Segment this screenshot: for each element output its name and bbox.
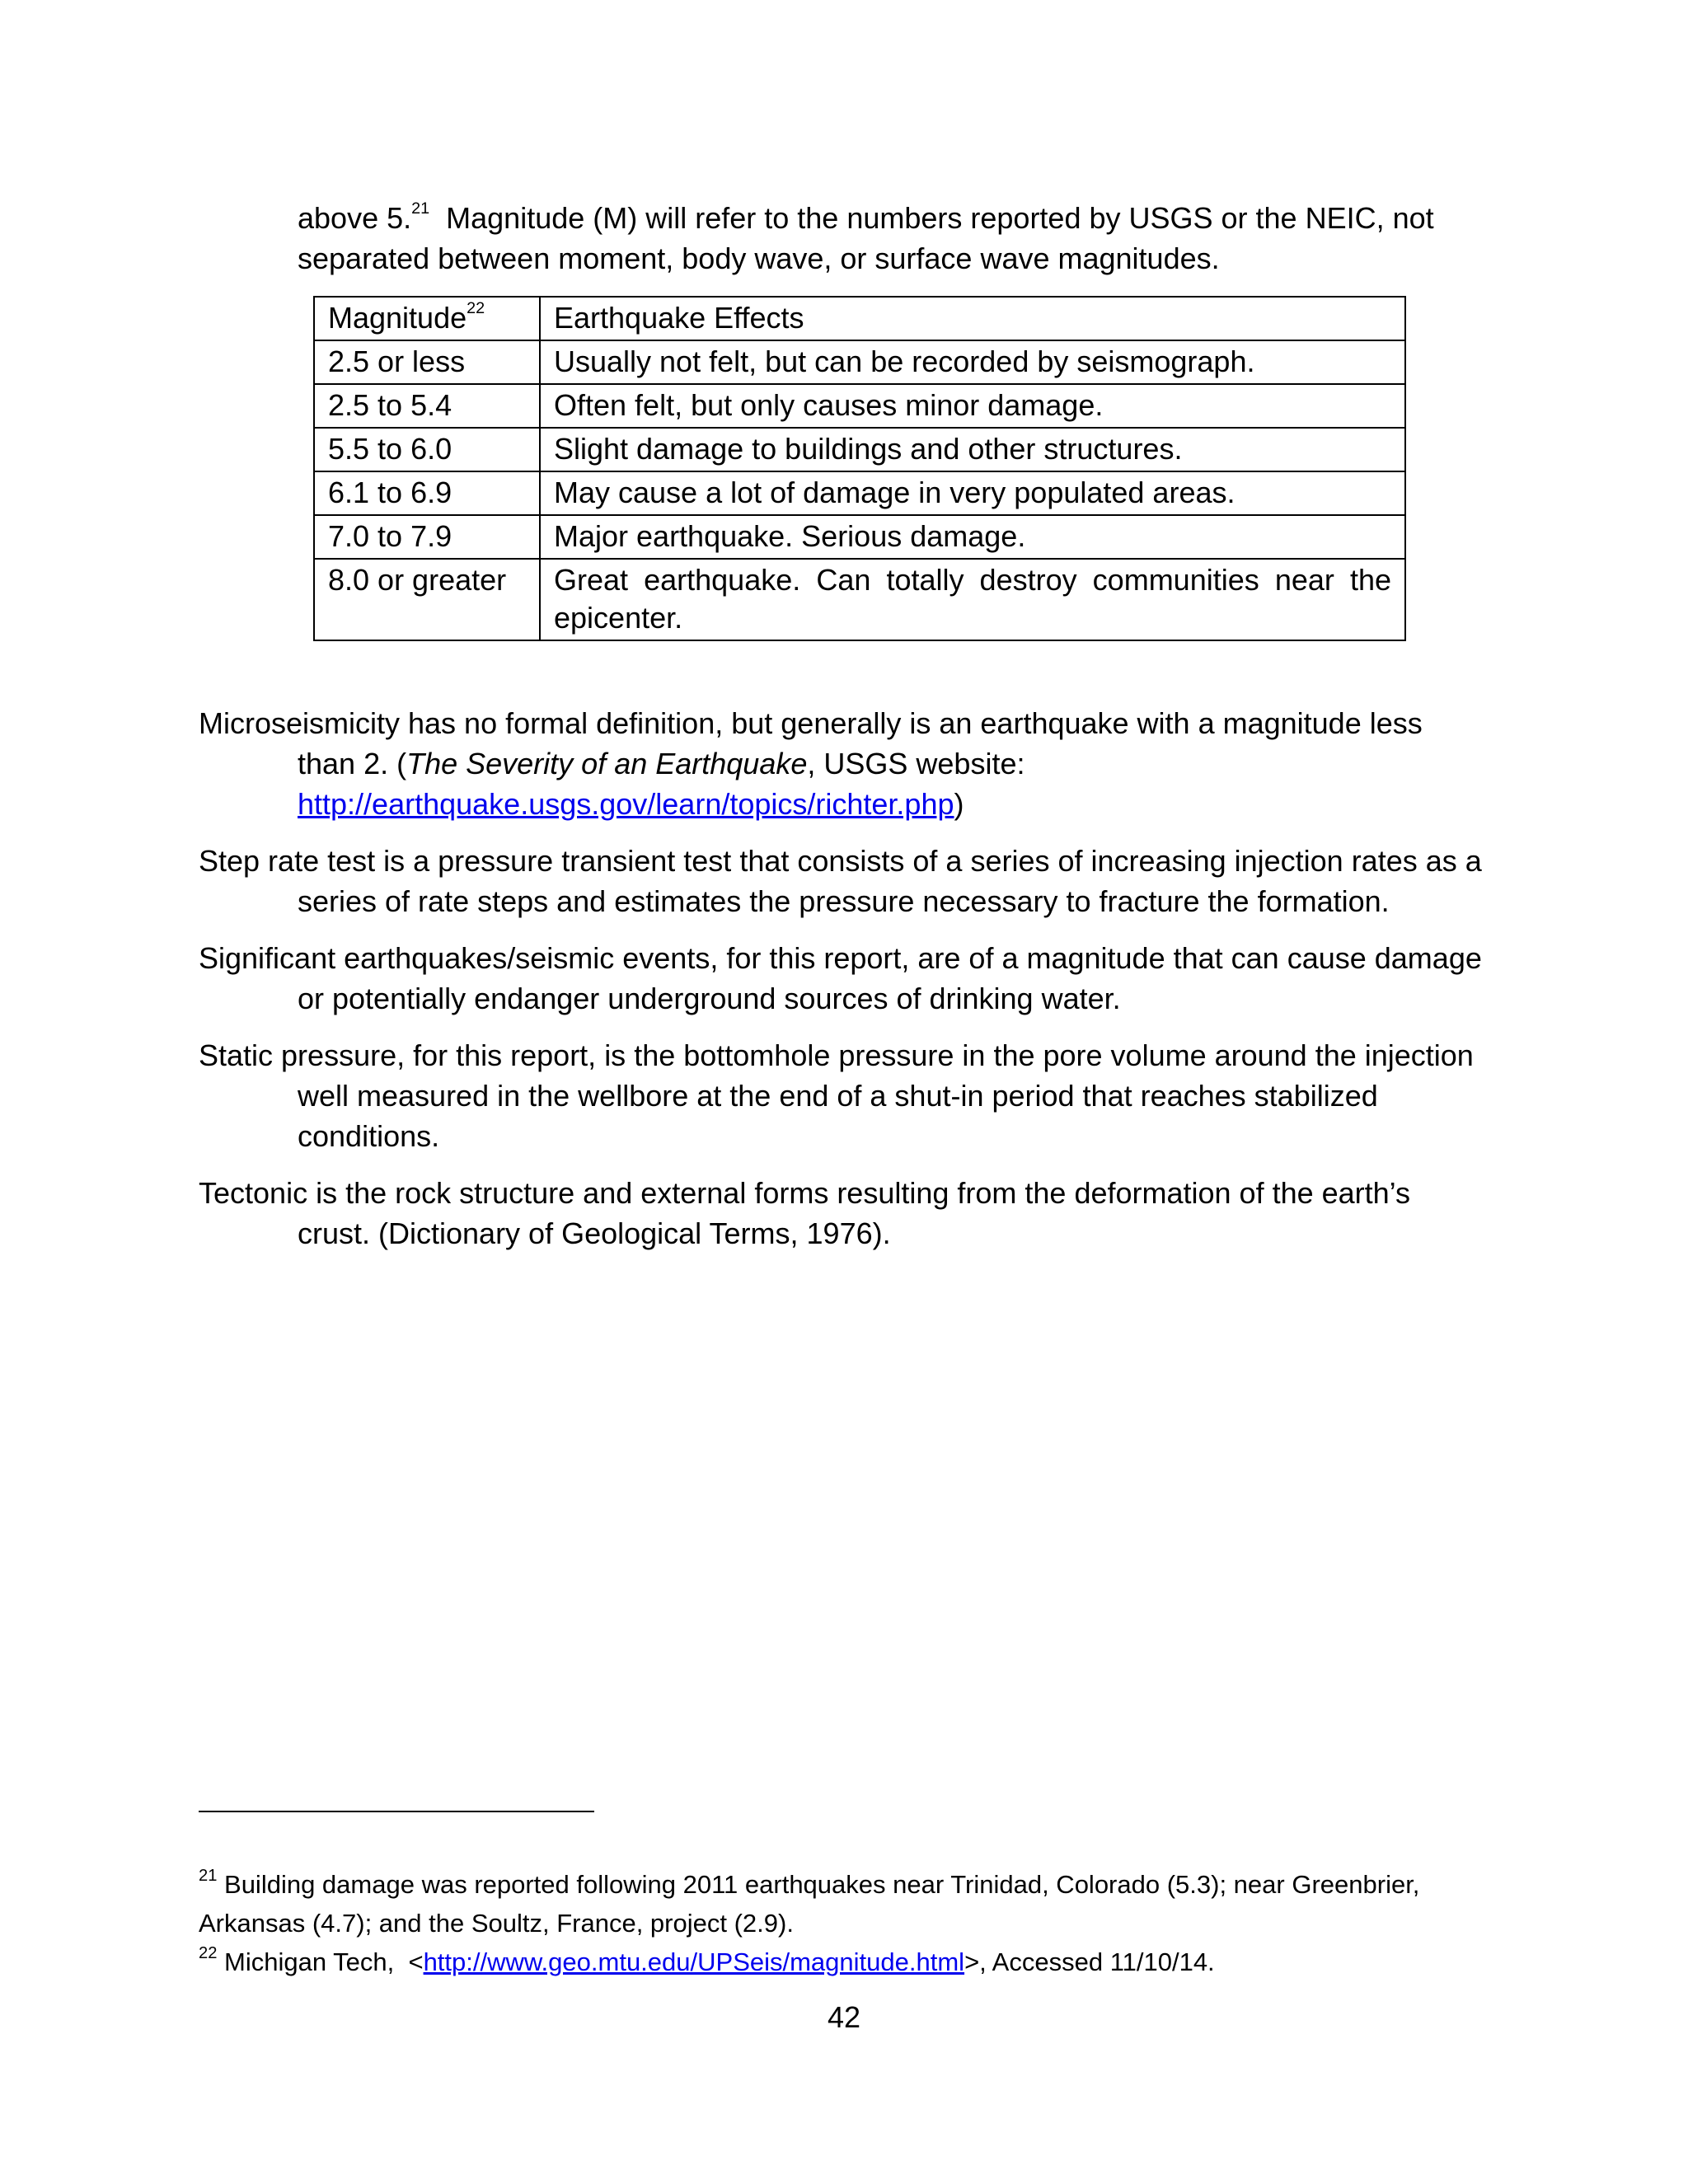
intro-line-1 [298,198,1501,238]
table-header-row [314,297,1405,340]
table-cell-magnitude: 7.0 to 7.9 [314,515,540,559]
intro-paragraph [298,198,1501,279]
table-cell-effect: Usually not felt, but can be recorded by seismograph. [540,340,1405,384]
footnote-21: $^{21}$ Building damage was reported following 2011 earthquakes near Trinidad, Colorado (5.3); near Greenbrier, Arkansas (4.7); and the Soultz, France, project (2.9). [199,1866,1420,1938]
definitions-list [199,703,1484,1254]
table-row [314,428,1405,471]
table-row [314,515,1405,559]
definition-static-pressure: Static pressure, for this report, is the bottomhole pressure in the pore volume around the injection well measured in the wellbore at the end of a shut-in period that reaches stabilized conditions. [199,1038,1474,1153]
definition-step-rate-test: Step rate test is a pressure transient test that consists of a series of increasing injection rates as a series of rate steps and estimates the pressure necessary to fracture the formation. [199,844,1482,918]
table-row [314,340,1405,384]
definition-tectonic: Tectonic is the rock structure and external forms resulting from the deformation of the earth’s crust. (Dictionary of Geological Terms, 1976). [199,1176,1411,1250]
footnote-22: $^{22}$ Michigan Tech, <http://www.geo.mtu.edu/UPSeis/magnitude.html>, Accessed 11/10/14. [199,1943,1215,1976]
definition-microseismicity: Microseismicity has no formal definition, but generally is an earthquake with a magnitude less than 2. (The Severity of an Earthquake, USGS website: http://earthquake.usgs.gov/learn/topics/richter.php) [199,706,1423,821]
michigan-tech-link[interactable]: http://www.geo.mtu.edu/UPSeis/magnitude.html [423,1947,965,1976]
table-cell-effect: Great earthquake. Can totally destroy communities near the epicenter. [540,559,1405,640]
intro-line-2: separated between moment, body wave, or surface wave magnitudes. [298,241,1220,275]
usgs-richter-link[interactable]: http://earthquake.usgs.gov/learn/topics/richter.php [298,787,954,821]
intro-text: above 5. [298,201,412,235]
table-row [314,471,1405,515]
footnote-ref-22[interactable]: 22 [467,299,485,318]
footnotes [199,1865,1484,1981]
table-cell-magnitude: 6.1 to 6.9 [314,471,540,515]
footnote-ref-21[interactable]: 21 [411,199,430,218]
definition-significant-earthquakes: Significant earthquakes/seismic events, for this report, are of a magnitude that can cause damage or potentially endanger underground sources of drinking water. [199,941,1482,1015]
table-cell-magnitude: 2.5 to 5.4 [314,384,540,428]
table-header-magnitude: Magnitude$^{22}$ [314,297,540,340]
table-cell-effect: Major earthquake. Serious damage. [540,515,1405,559]
table-row [314,384,1405,428]
footnote-number: 22 [199,1943,218,1962]
table-cell-magnitude: 8.0 or greater [314,559,540,640]
footnote-separator [199,1811,594,1812]
table-header-effects: Earthquake Effects [540,297,1405,340]
table-cell-effect: Slight damage to buildings and other structures. [540,428,1405,471]
table-row [314,559,1405,640]
table-cell-effect: May cause a lot of damage in very populated areas. [540,471,1405,515]
page-number: 42 [827,2000,861,2034]
intro-text: Magnitude (M) will refer to the numbers reported by USGS or the NEIC, not [429,201,1434,235]
source-title: The Severity of an Earthquake [406,747,808,780]
table-cell-magnitude: 5.5 to 6.0 [314,428,540,471]
table-cell-effect: Often felt, but only causes minor damage. [540,384,1405,428]
footnote-number: 21 [199,1866,218,1885]
table-cell-magnitude: 2.5 or less [314,340,540,384]
magnitude-table [313,296,1406,641]
